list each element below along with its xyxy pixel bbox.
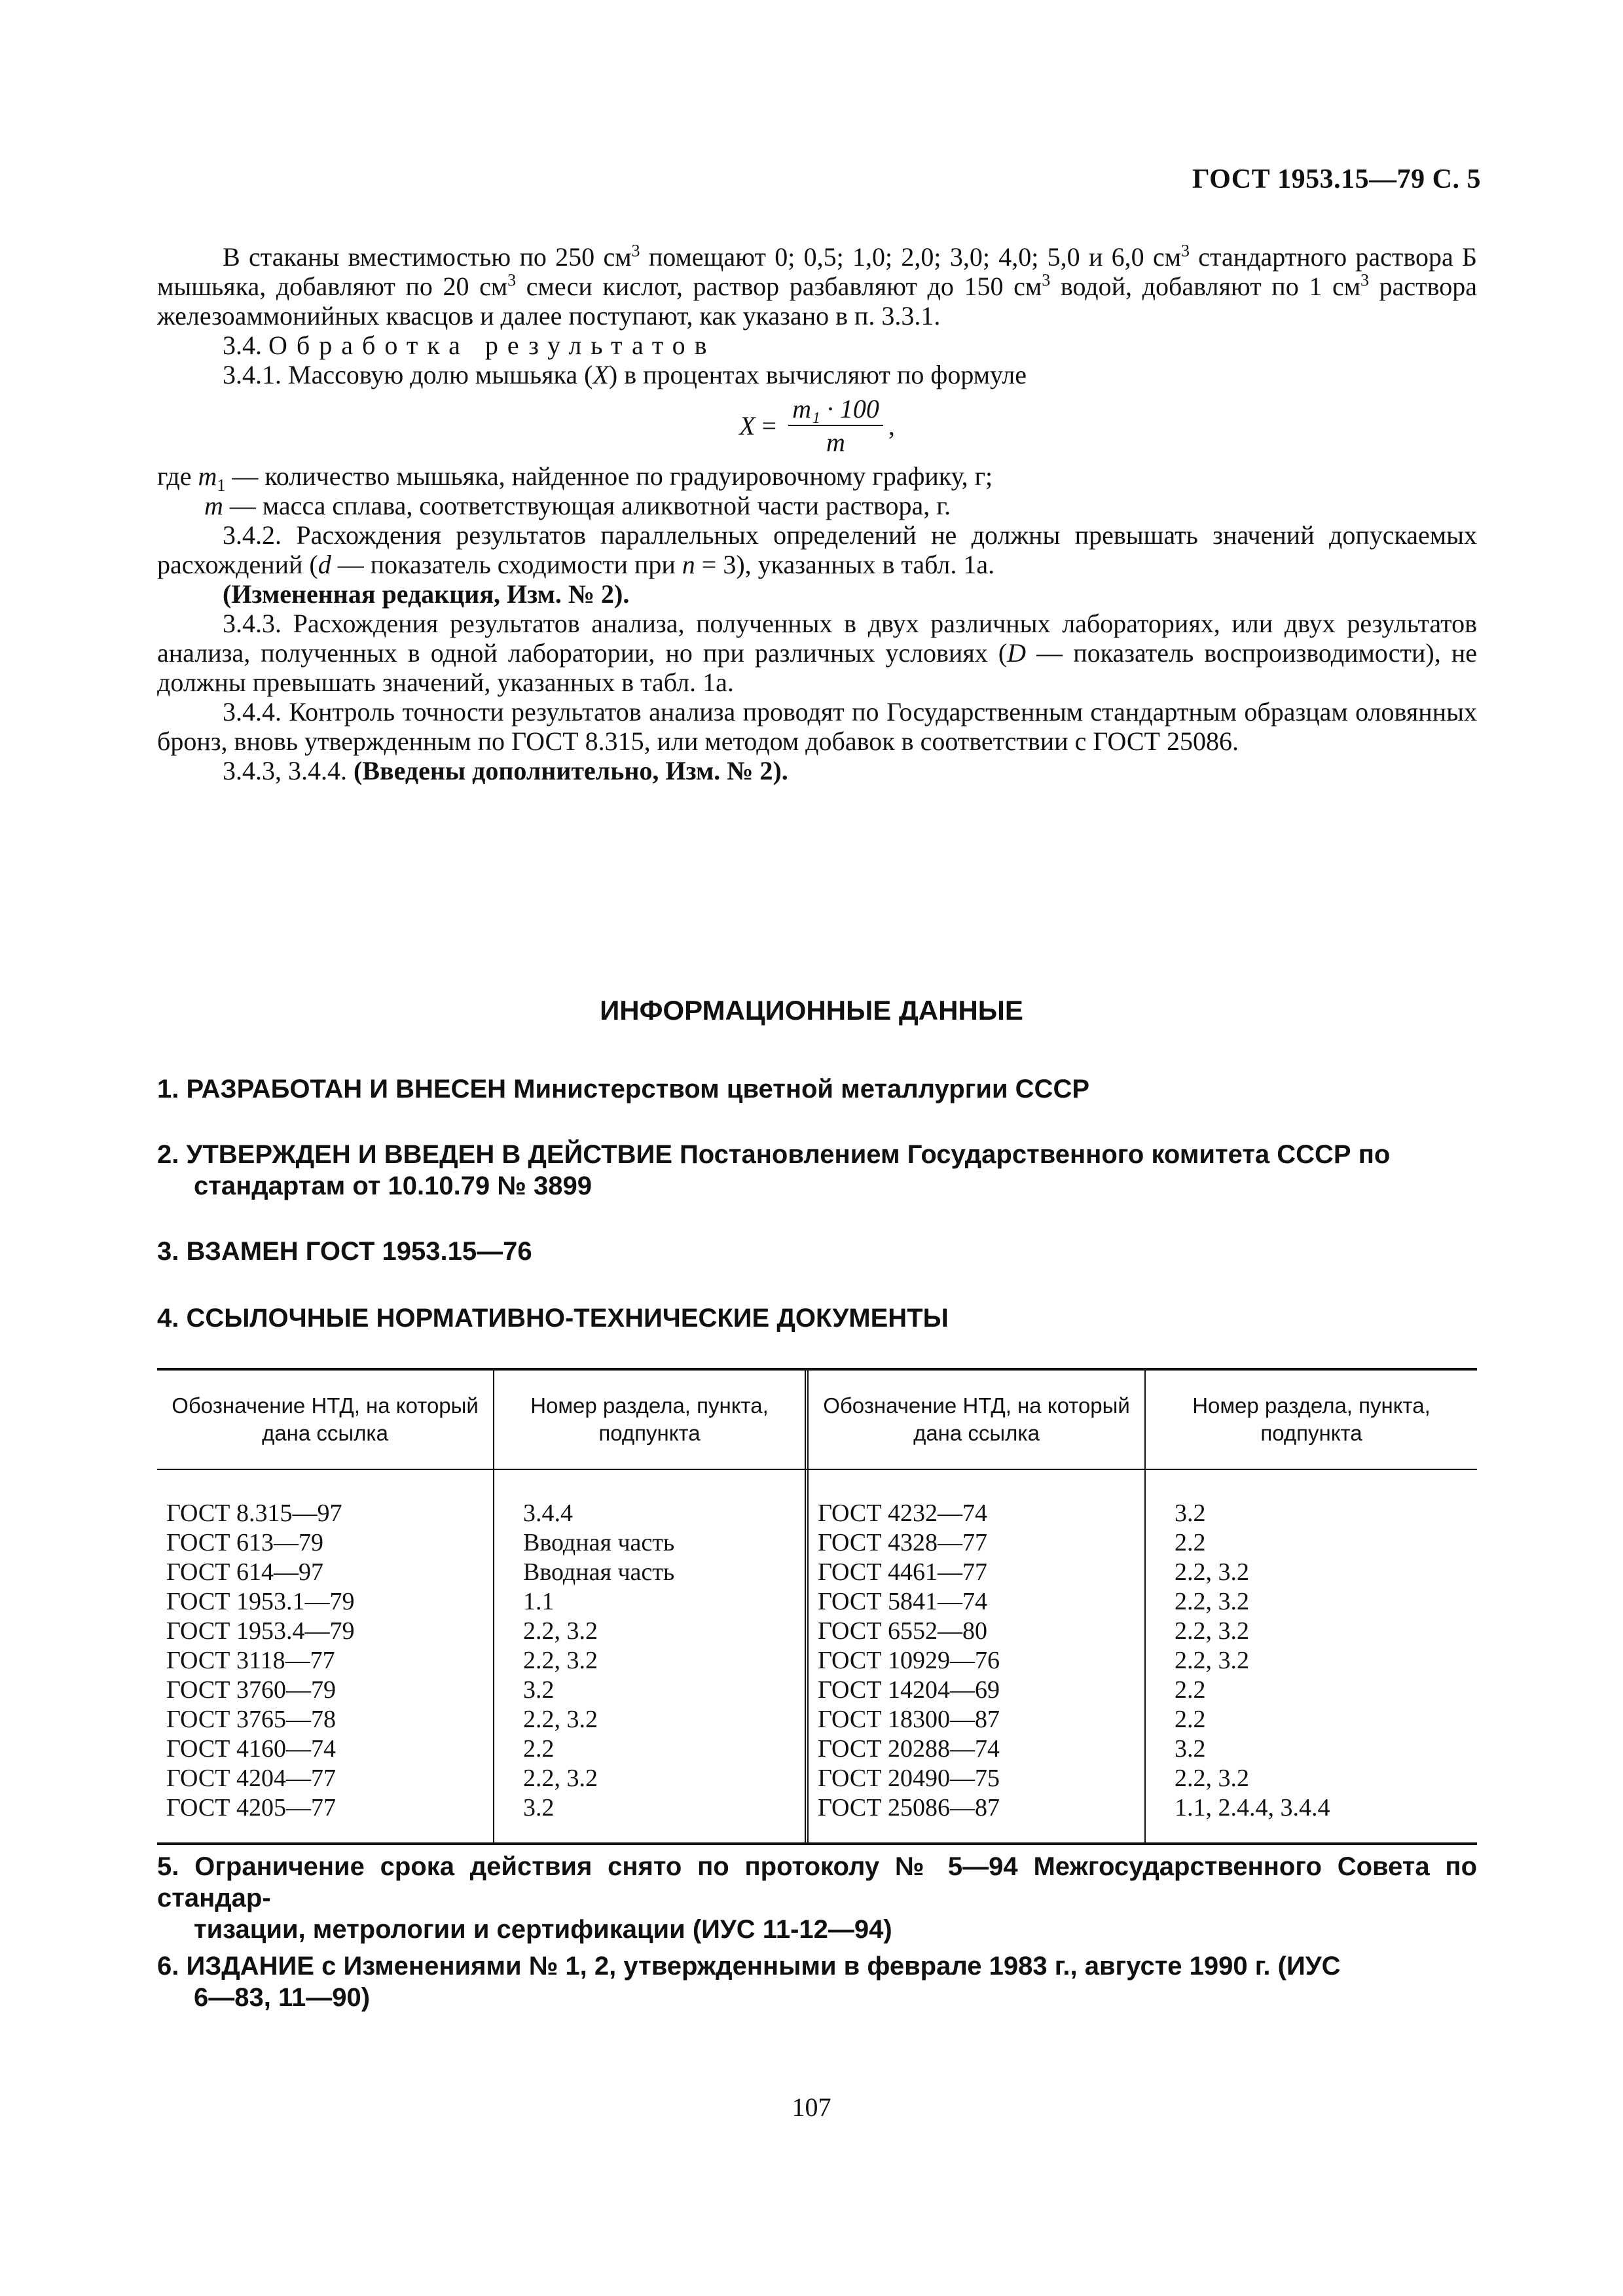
table-cell: ГОСТ 14204—69	[818, 1676, 1000, 1704]
table-header	[157, 1371, 1477, 1470]
table-cell: ГОСТ 614—97	[166, 1558, 323, 1586]
info-item-6: 6. ИЗДАНИЕ с Изменениями № 1, 2, утвержденными в феврале 1983 г., августе 1990 г. (ИУС 6—83, 11—90)	[157, 1952, 1341, 2012]
table-cell: ГОСТ 1953.1—79	[166, 1588, 355, 1615]
table-cell: ГОСТ 4205—77	[166, 1794, 336, 1821]
info-title: ИНФОРМАЦИОННЫЕ ДАННЫЕ	[600, 995, 1023, 1026]
table-cell: 2.2	[1175, 1529, 1206, 1556]
table-cell: 2.2	[523, 1735, 555, 1763]
formula-fraction	[788, 394, 883, 457]
table-cell: 2.2, 3.2	[1175, 1558, 1249, 1586]
info-item-5: 5. Ограничение срока действия снято по протоколу № 5—94 Межгосударственного Совета по стандар- тизации, метрологии и сертификации (ИУС 11-12—94)	[157, 1852, 1477, 1944]
formula	[157, 389, 1477, 461]
table-cell: 2.2, 3.2	[1175, 1588, 1249, 1615]
table-cell: ГОСТ 613—79	[166, 1529, 323, 1556]
formula-lhs: X	[739, 410, 756, 440]
page-header: ГОСТ 1953.15—79 С. 5	[1192, 164, 1481, 194]
info-item-1: 1. РАЗРАБОТАН И ВНЕСЕН Министерством цветной металлургии СССР	[157, 1075, 1090, 1103]
table-cell: ГОСТ 20490—75	[818, 1765, 1000, 1792]
table-cell: ГОСТ 5841—74	[818, 1588, 987, 1615]
where-m1: где $m_1$ — количество мышьяка, найденное по градуировочному графику, г;	[157, 461, 993, 495]
formula-denominator: m	[826, 427, 845, 457]
table-cell: 1.1	[523, 1588, 555, 1615]
column-left-refs	[494, 1470, 809, 1842]
table-cell: 3.2	[523, 1794, 555, 1821]
table-cell: 3.2	[1175, 1735, 1206, 1763]
table-cell: 3.4.4	[523, 1499, 573, 1527]
table-cell: 2.2, 3.2	[1175, 1647, 1249, 1674]
table-body	[157, 1470, 1477, 1842]
formula-numerator: m₁ · 100	[788, 394, 883, 426]
table-header-cell: Номер раздела, пункта, подпункта	[1192, 1393, 1431, 1445]
paragraph-intro: В стаканы вместимостью по 250 $см^3$ помещают 0; 0,5; 1,0; 2,0; 3,0; 4,0; 5,0 и 6,0 $см^3$ стандартного раствора Б мышьяка, добавляют по 20 $см^3$ смеси кислот, раствор разбавляют до 150 $см^3$ водой, добавляют по 1 $см^3$ раствора железоаммонийных квасцов и далее поступают, как указано в п. 3.3.1.	[157, 241, 1477, 331]
table-cell: ГОСТ 8.315—97	[166, 1499, 342, 1527]
formula-equals: =	[761, 410, 777, 440]
table-cell: 2.2, 3.2	[523, 1647, 598, 1674]
table-cell: 2.2, 3.2	[523, 1617, 598, 1645]
table-cell: 3.2	[1175, 1499, 1206, 1527]
table-cell: ГОСТ 1953.4—79	[166, 1617, 355, 1645]
table-cell: ГОСТ 18300—87	[818, 1706, 1000, 1733]
table-cell: 1.1, 2.4.4, 3.4.4	[1175, 1794, 1330, 1821]
table-cell: 2.2, 3.2	[1175, 1617, 1249, 1645]
column-right-docs	[809, 1470, 1146, 1842]
reference-table	[157, 1368, 1477, 1845]
formula-comma: ,	[888, 410, 895, 440]
main-text	[157, 242, 1477, 785]
table-cell: 2.2, 3.2	[523, 1765, 598, 1792]
amendment-note-2: 3.4.3, 3.4.4. (Введены дополнительно, Изм. № 2).	[223, 756, 788, 785]
paragraph-3-4-2: 3.4.2. Расхождения результатов параллельных определений не должны превышать значений допускаемых расхождений (d — показатель сходимости при n = 3), указанных в табл. 1а.	[157, 520, 1477, 579]
table-cell: 2.2	[1175, 1676, 1206, 1704]
table-cell: ГОСТ 4204—77	[166, 1765, 336, 1792]
table-cell: 2.2	[1175, 1706, 1206, 1733]
table-cell: Вводная часть	[523, 1529, 675, 1556]
table-header-cell: Обозначение НТД, на который дана ссылка	[809, 1371, 1146, 1469]
info-item-2: 2. УТВЕРЖДЕН И ВВЕДЕН В ДЕЙСТВИЕ Постановлением Государственного комитета СССР по стандартам от 10.10.79 № 3899	[157, 1140, 1391, 1200]
table-cell: ГОСТ 4328—77	[818, 1529, 987, 1556]
table-cell: 2.2, 3.2	[523, 1706, 598, 1733]
page-number: 107	[792, 2092, 831, 2122]
table-cell: ГОСТ 4461—77	[818, 1558, 987, 1586]
paragraph-3-4-3: 3.4.3. Расхождения результатов анализа, полученных в двух различных лабораториях, или двух результатов анализа, полученных в одной лаборатории, но при различных условиях (D — показатель воспроизводимости), не должны превышать значений, указанных в табл. 1а.	[157, 609, 1477, 697]
table-cell: ГОСТ 10929—76	[818, 1647, 1000, 1674]
table-cell: ГОСТ 3760—79	[166, 1676, 336, 1704]
table-cell: ГОСТ 25086—87	[818, 1794, 1000, 1821]
column-left-docs	[157, 1470, 494, 1842]
column-right-refs	[1146, 1470, 1477, 1842]
info-item-4: 4. ССЫЛОЧНЫЕ НОРМАТИВНО-ТЕХНИЧЕСКИЕ ДОКУМЕНТЫ	[157, 1304, 949, 1333]
table-cell: ГОСТ 6552—80	[818, 1617, 987, 1645]
paragraph-3-4-4: 3.4.4. Контроль точности результатов анализа проводят по Государственным стандартным образцам оловянных бронз, вновь утвержденным по ГОСТ 8.315, или методом добавок в соответствии с ГОСТ 25086.	[157, 697, 1477, 756]
table-cell: ГОСТ 3118—77	[166, 1647, 335, 1674]
table-cell: 2.2, 3.2	[1175, 1765, 1249, 1792]
amendment-note-1: (Измененная редакция, Изм. № 2).	[223, 579, 630, 609]
table-cell: Вводная часть	[523, 1558, 675, 1586]
where-m: m — масса сплава, соответствующая аликвотной части раствора, г.	[204, 491, 951, 520]
section-3-4-heading: 3.4. Обработка результатов	[223, 331, 716, 360]
table-cell: ГОСТ 4160—74	[166, 1735, 336, 1763]
table-cell: ГОСТ 20288—74	[818, 1735, 1000, 1763]
table-cell: ГОСТ 4232—74	[818, 1499, 987, 1527]
table-header-cell: Обозначение НТД, на который дана ссылка	[157, 1371, 494, 1469]
paragraph-3-4-1: 3.4.1. Массовую долю мышьяка (X) в процентах вычисляют по формуле	[223, 360, 1027, 389]
table-cell: 3.2	[523, 1676, 555, 1704]
info-item-3: 3. ВЗАМЕН ГОСТ 1953.15—76	[157, 1237, 532, 1266]
table-header-cell: Номер раздела, пункта, подпункта	[494, 1371, 809, 1469]
table-cell: ГОСТ 3765—78	[166, 1706, 336, 1733]
